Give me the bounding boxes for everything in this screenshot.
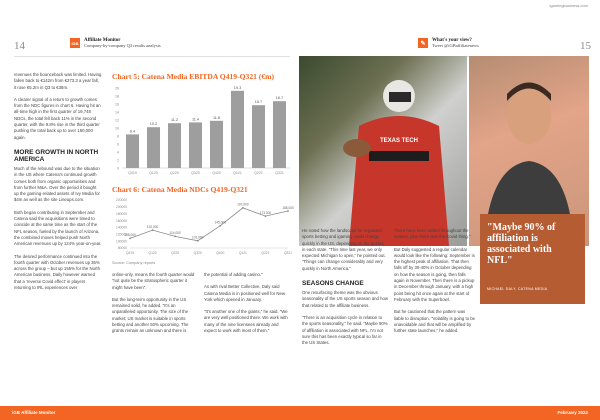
y-tick-label: 0 — [117, 166, 119, 171]
paragraph: But the long-term opportunity in the US remained solid, he added. "It's an unparalleled opportunity. The size of the market; US market is suitable in sports betting and another 50% upcoming. The grants remain an unknown and there is — [112, 296, 189, 334]
data-label: 101,000 — [191, 235, 204, 240]
data-point — [219, 225, 221, 227]
header-title-right: What's your view? — [432, 38, 472, 43]
footer-bar — [0, 406, 600, 420]
y-tick-label: 160000 — [115, 218, 127, 223]
jersey-shape — [349, 116, 449, 246]
y-tick-label: 2 — [117, 158, 119, 163]
chart6-ndc-line-chart — [108, 196, 294, 260]
y-tick-label: 6 — [117, 142, 119, 147]
paragraph: the potential of adding casino." — [204, 272, 263, 277]
paragraph: Much of the rebound was due to the situation in the US where Catena's continued growth comes both from organic opportunities and from further M&A. Over the period it bought up the gaming-related assets of Ivy Media for $4m as well as the site Lineups.com. — [14, 165, 100, 203]
bar-value-label: 10.2 — [149, 122, 158, 127]
x-tick-label: Q221 — [261, 251, 270, 255]
page-number-left: 14 — [14, 40, 25, 52]
site-url[interactable]: igamingbusiness.com — [549, 3, 588, 8]
y-tick-label: 12 — [115, 118, 119, 123]
x-tick-label: Q420 — [216, 251, 225, 255]
middle-text-column-1 — [112, 272, 196, 341]
face-shape — [507, 88, 551, 144]
right-text-column-2 — [394, 228, 476, 340]
bar-value-label: 11.2 — [170, 118, 179, 123]
header-subtitle: Company-by-company Q3 results analysis — [84, 43, 161, 48]
data-point — [287, 210, 289, 212]
footer-publication: iGB Affiliate Monitor — [12, 410, 56, 415]
paragraph: As with rival Better Collective, Daly said Catena Media is in positioned well for New York which opened in January. — [204, 284, 285, 302]
bar — [168, 123, 181, 168]
data-point — [174, 235, 176, 237]
data-label: 132,000 — [146, 224, 159, 229]
x-tick-label: Q320 — [193, 251, 202, 255]
y-tick-label: 8 — [117, 134, 119, 139]
x-tick-label: Q419 — [125, 251, 135, 255]
x-tick-label: Q121 — [233, 171, 242, 175]
facemask-shape — [389, 92, 411, 102]
paragraph: "It's another one of the giants," he said. "We are very well positioned there. We work with many of the nine licensees already and expect to work with most of them." — [204, 309, 288, 334]
bar — [147, 127, 160, 168]
pull-quote-box — [480, 214, 585, 304]
x-tick-label: Q419 — [128, 171, 137, 175]
bar-value-label: 16.7 — [275, 96, 284, 101]
paragraph: There have been added throughout the season, plus there was the Covid thing." — [394, 228, 471, 240]
data-point — [197, 240, 199, 242]
y-tick-label: 100000 — [115, 239, 127, 244]
tweet-icon: ✎ — [418, 38, 428, 48]
section-heading: SEASONS CHANGE — [302, 280, 364, 288]
bar-value-label: 15.7 — [254, 100, 263, 105]
chart-source: Source: Company reports — [112, 261, 156, 265]
x-tick-label: Q420 — [212, 171, 221, 175]
y-tick-label: 220000 — [115, 198, 127, 203]
y-tick-label: 16 — [115, 102, 119, 107]
igb-logo: iGB — [70, 38, 80, 48]
paragraph: Both began contributing in September and Catena said the acquisitions were timed to coincide at the same time as the start of the NFL season, fueled by the launch of Arizona, the combined moves helped push North American revenues up by 124% year-on-year. — [14, 209, 102, 247]
right-page-header — [418, 38, 479, 48]
chart5-title: Chart 5: Catena Media EBITDA Q419-Q321 (€m) — [112, 72, 274, 81]
jersey-stripe — [369, 151, 429, 161]
y-tick-label: 180000 — [115, 211, 127, 216]
bar-value-label: 8.4 — [129, 129, 136, 134]
bar-value-label: 11.8 — [212, 115, 221, 120]
bar-value-label: 11.4 — [191, 117, 200, 122]
section-heading: MORE GROWTH IN NORTH AMERICA — [14, 148, 99, 163]
y-tick-label: 18 — [115, 94, 119, 99]
x-tick-label: Q320 — [191, 171, 200, 175]
bar-value-label: 19.3 — [233, 85, 242, 90]
paragraph: A clearer signal of a return to growth comes from the NDC figures in chart 6. Having hit an all-time high in the first quarter of 19,748 NDCs, the total fell back 11% in the second quarter, with the 9.8% rise in the third quarter pushing the total back up to over 150,000 again. — [14, 96, 101, 140]
y-tick-label: 14 — [115, 110, 119, 115]
football-player-photo — [299, 56, 467, 246]
y-tick-label: 140000 — [115, 225, 127, 230]
pull-quote-attribution: MICHAEL DALY, CATENA MEDIA — [487, 287, 548, 291]
bar — [126, 134, 139, 168]
paragraph: But Daly suggested a regular calendar would look like the following: September is the highest peak of affiliation. That then falls off by 30-40% in October depending on how the season is going, then falls again in November. Then there is a pickup in December through January, with a high point being hit once again at the start of February with the Superbowl. — [394, 246, 475, 302]
y-tick-label: 20 — [115, 86, 119, 91]
x-tick-label: Q321 — [283, 251, 293, 255]
x-tick-label: Q121 — [238, 251, 247, 255]
chart6-title: Chart 6: Catena Media NDCs Q419-Q321 — [112, 185, 248, 194]
bar — [231, 91, 244, 168]
paragraph: online-only, means the fourth quarter would "not quite be the stratospheric quarter it might have been". — [112, 272, 195, 290]
paragraph: The desired performance continued into the fourth quarter with October revenues up 35% across the group – but up 155% for the North American business. Daily however warned that a 'reverse Covid effect' in players returning to IRL experiences over — [14, 253, 100, 291]
x-tick-label: Q321 — [275, 171, 284, 175]
header-divider-left — [14, 56, 290, 57]
header-title: Affiliate Monitor — [84, 38, 121, 43]
y-tick-label: 200000 — [115, 205, 127, 210]
paragraph: "There is an acquisition cycle in relation to the sports seasonality," he said. "Maybe 90% of affiliation is associated with NFL. I'm not sure this has been exactly typical so far in the US States. — [302, 314, 388, 346]
data-point — [152, 229, 154, 231]
bar — [189, 122, 202, 168]
y-tick-label: 80000 — [117, 246, 127, 251]
data-point — [265, 215, 267, 217]
x-tick-label: Q120 — [148, 251, 157, 255]
data-label: 173,000 — [259, 210, 272, 215]
paragraph: revenues the bounceback was limited. Having fallen back to €142m from €273.3 a year fall, it rose €5.2m in Q3 to €38m. — [14, 72, 102, 90]
paragraph: He noted how the landscape for regulated sports betting and igaming could change quickly in the US, depending on the politics in each state. "This time last year, we only expected Michigan to open," he pointed out. "Things can change considerably and very quickly in North America." — [302, 228, 386, 271]
data-point — [242, 207, 244, 209]
left-text-column — [14, 72, 102, 297]
middle-text-column-2 — [204, 272, 290, 340]
page-number-right: 15 — [580, 40, 591, 52]
left-page-header — [70, 38, 161, 48]
chart5-ebitda-bar-chart — [108, 84, 294, 182]
y-tick-label: 10 — [115, 126, 119, 131]
x-tick-label: Q220 — [171, 251, 180, 255]
player-illustration — [299, 56, 467, 246]
x-tick-label: Q120 — [149, 171, 158, 175]
data-label: 197,000 — [237, 202, 249, 207]
data-label: 108,000 — [124, 233, 136, 238]
jersey-text: TEXAS TECH — [379, 138, 419, 144]
y-tick-label: 120000 — [115, 232, 127, 237]
x-tick-label: Q221 — [254, 171, 263, 175]
y-tick-label: 4 — [117, 150, 119, 155]
pull-quote-text: "Maybe 90% of affiliation is associated with NFL" — [487, 222, 556, 266]
bar — [273, 101, 286, 168]
footer-date: February 2022 — [557, 410, 588, 415]
header-subtitle-right[interactable]: Tweet @iGBaffiliatenews — [432, 43, 479, 48]
paragraph: One resurfacing theme was the obvious seasonality of the US sports season and how that related to the affiliate business. — [302, 290, 388, 308]
data-label: 114,000 — [169, 231, 181, 236]
football-shape — [343, 139, 371, 157]
bar — [252, 105, 265, 168]
paragraph: But he cautioned that the pattern was liable to disruption. "Volatility is going to be unavoidable and that will be amplified by further state launches," he added. — [394, 309, 476, 334]
bar — [210, 121, 223, 168]
right-text-column-1 — [302, 228, 388, 352]
data-label: 188,000 — [282, 205, 294, 210]
data-point — [129, 238, 131, 240]
x-tick-label: Q220 — [170, 171, 179, 175]
data-label: 145,000 — [214, 220, 227, 225]
